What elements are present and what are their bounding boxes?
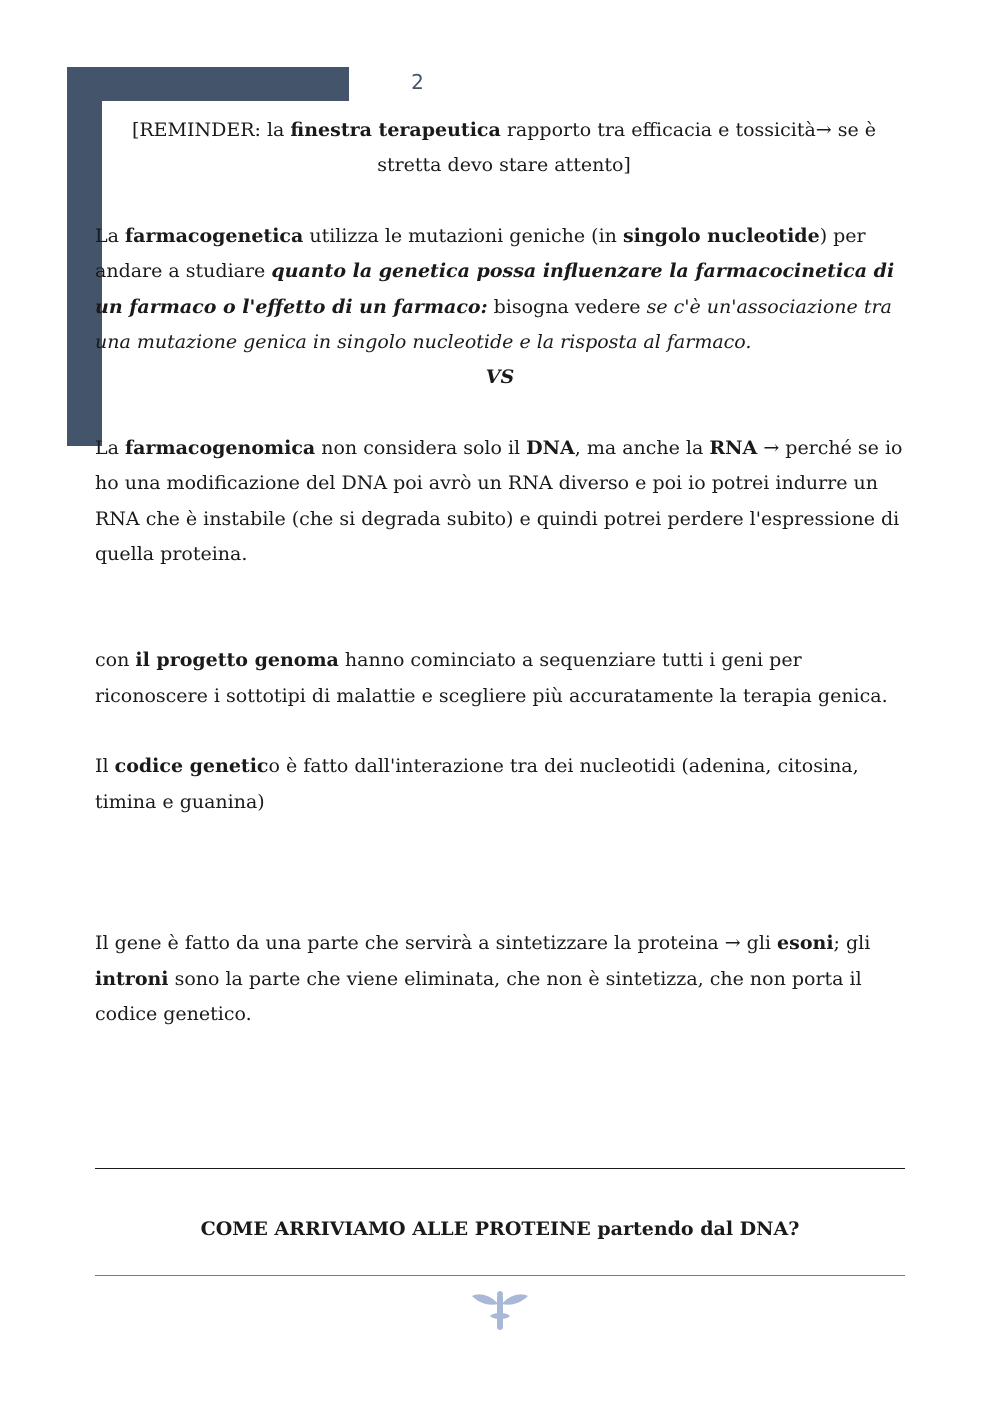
text: ; gli: [833, 932, 871, 955]
text: bisogna vedere: [487, 295, 647, 318]
text: non considera solo il: [315, 436, 527, 459]
horizontal-divider: [95, 1168, 905, 1169]
vs-label: [95, 360, 905, 395]
text: o è fatto dall'interazione tra dei nucleotidi (adenina, citosina, timina e guanina): [95, 755, 859, 813]
heading-text: COME ARRIVIAMO ALLE PROTEINE: [200, 1218, 591, 1240]
text: → perché se io ho una modificazione del DNA poi avrò un RNA diverso e poi io potrei indurre un RNA che è instabile (che si degrada subito) e quindi potrei perdere l'espressione di quella proteina.: [95, 436, 903, 566]
bold-text: farmacogenetica: [124, 224, 304, 247]
page-number: 2: [411, 70, 424, 94]
farmacogenetica-paragraph: [95, 219, 905, 361]
gene-paragraph: [95, 926, 905, 1032]
bold-text: DNA: [526, 436, 575, 459]
fleur-icon: [468, 1288, 532, 1334]
text: [REMINDER: la: [131, 119, 291, 141]
italic-text: se c'è un'associazione tra una mutazione genica in singolo nucleotide e la risposta al farmaco.: [95, 295, 892, 354]
progetto-genoma-paragraph: [95, 643, 905, 714]
text: con: [95, 649, 136, 672]
bold-italic-text: quanto la genetica possa influenzare la farmacocinetica di un farmaco o l'effetto di un farmaco:: [95, 260, 895, 318]
text: La: [95, 436, 125, 459]
bold-text: il progetto genoma: [135, 649, 339, 672]
text: Il gene è fatto da una parte che servirà a sintetizzare la proteina → gli: [95, 932, 778, 955]
bold-text: finestra terapeutica: [290, 119, 501, 141]
corner-accent-horizontal: [67, 67, 349, 101]
text: ) per andare a studiare: [95, 224, 866, 283]
bold-text: farmacogenomica: [124, 436, 316, 459]
footer-divider: [95, 1275, 905, 1276]
text: La: [95, 224, 125, 247]
farmacogenomica-paragraph: [95, 431, 905, 573]
codice-genetico-paragraph: [95, 749, 905, 820]
text: hanno cominciato a sequenziare tutti i geni per riconoscere i sottotipi di malattie e scegliere più accuratamente la terapia genica.: [95, 649, 888, 707]
bold-text: esoni: [777, 932, 834, 955]
text: , ma anche la: [574, 436, 710, 459]
document-body: [95, 113, 905, 1032]
bold-text: singolo nucleotide: [622, 224, 820, 247]
bold-text: codice genetic: [114, 755, 269, 778]
bold-text: RNA: [709, 436, 758, 459]
text: Il: [95, 755, 115, 778]
heading-text: partendo dal DNA?: [590, 1218, 800, 1240]
reminder-paragraph: [103, 113, 905, 184]
vs-text: VS: [485, 366, 515, 389]
bold-text: introni: [95, 967, 169, 990]
text: sono la parte che viene eliminata, che non è sintetizza, che non porta il codice genetico.: [95, 967, 862, 1025]
text: rapporto tra efficacia e tossicità→ se è stretta devo stare attento]: [377, 119, 877, 177]
text: utilizza le mutazioni geniche (in: [303, 224, 623, 247]
section-heading: [95, 1212, 905, 1247]
